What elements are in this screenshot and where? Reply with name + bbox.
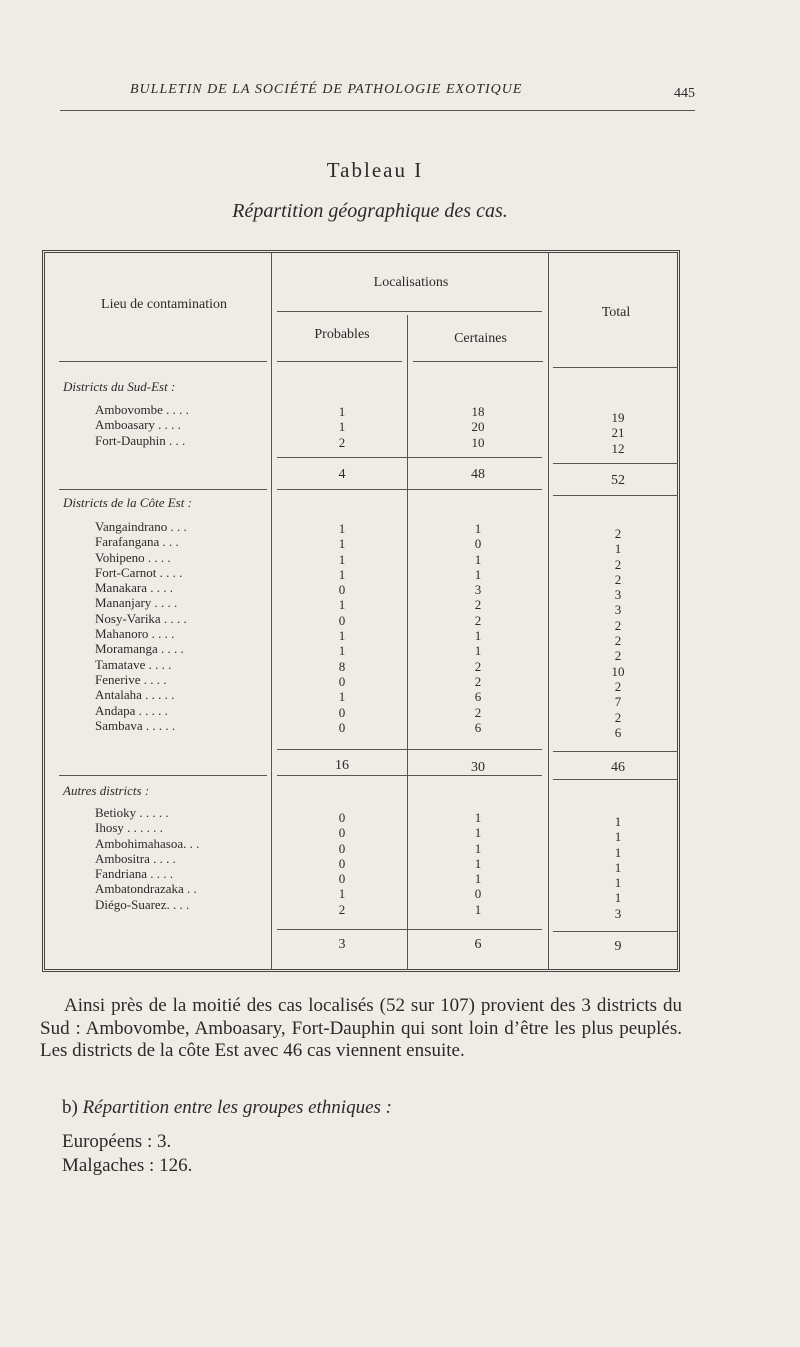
probables-value: 1 (338, 551, 346, 567)
certaines-value: 1 (474, 825, 482, 841)
total-value: 3 (614, 587, 622, 603)
subtotal-probables: 3 (338, 937, 346, 952)
certaines-value: 2 (474, 612, 482, 628)
total-value: 2 (614, 617, 622, 633)
certaines-value: 1 (474, 566, 482, 582)
certaines-value: 1 (474, 855, 482, 871)
probables-value: 0 (338, 704, 346, 720)
total-value: 2 (614, 648, 622, 664)
europeens-line: Européens : 3. (62, 1131, 172, 1152)
district-name: Manakara . . . . (95, 580, 173, 596)
column-rule (271, 253, 272, 969)
certaines-value: 1 (474, 840, 482, 856)
district-name: Ambohimahasoa. . . (95, 835, 200, 851)
subtotal-rule (553, 751, 678, 752)
total-value: 12 (611, 440, 625, 456)
district-name: Betioky . . . . . (95, 805, 169, 820)
probables-value: 1 (338, 404, 346, 419)
district-name: Diégo-Suarez. . . . (95, 896, 190, 912)
probables-value: 1 (338, 521, 346, 536)
district-name: Tamatave . . . . (95, 656, 172, 672)
section-rule (59, 489, 267, 490)
subtotal-rule (277, 929, 542, 930)
section-2-certaines (458, 521, 498, 735)
certaines-value: 1 (474, 521, 482, 536)
section-1-certaines (458, 404, 498, 450)
section-3-probables (322, 810, 362, 917)
total-value: 2 (614, 571, 622, 587)
subtotal-certaines: 30 (471, 760, 485, 775)
probables-value: 1 (338, 628, 346, 644)
section-rule (277, 775, 542, 776)
district-name: Vohipeno . . . . (95, 549, 171, 565)
probables-value: 0 (338, 855, 346, 871)
district-name: Nosy-Varika . . . . (95, 610, 187, 626)
body-paragraph (40, 995, 682, 1063)
column-header-total: Total (601, 305, 631, 320)
probables-value: 1 (338, 419, 346, 435)
probables-value: 0 (338, 840, 346, 856)
district-name: Antalaha . . . . . (95, 687, 175, 703)
certaines-value: 1 (474, 871, 482, 887)
probables-value: 1 (338, 643, 346, 659)
subtotal-probables: 4 (338, 467, 346, 482)
total-value: 1 (614, 859, 622, 875)
subtotal-rule (277, 457, 542, 458)
probables-value: 2 (338, 434, 346, 450)
section-title: Districts de la Côte Est : (63, 495, 192, 510)
total-value: 6 (614, 724, 622, 740)
column-header-localisations: Localisations (373, 275, 449, 290)
header-rule (277, 361, 402, 362)
total-value: 2 (614, 556, 622, 572)
total-value: 1 (614, 844, 622, 860)
certaines-value: 6 (474, 689, 482, 705)
section-3-names (95, 805, 199, 912)
section-rule (553, 779, 678, 780)
district-name: Andapa . . . . . (95, 702, 168, 718)
certaines-value: 6 (474, 719, 482, 735)
section-b-title: Répartition entre les groupes ethniques : (82, 1097, 392, 1118)
total-value: 1 (614, 890, 622, 906)
running-header (60, 80, 695, 111)
certaines-value: 1 (474, 628, 482, 644)
section-1-total (598, 410, 638, 456)
district-name: Moramanga . . . . (95, 641, 184, 657)
section-1-names (95, 402, 189, 448)
journal-title: BULLETIN DE LA SOCIÉTÉ DE PATHOLOGIE EXOTIQUE (130, 82, 523, 97)
total-value: 1 (614, 814, 622, 829)
certaines-value: 20 (471, 419, 485, 435)
column-header-place: Lieu de contamination (101, 297, 227, 312)
probables-value: 1 (338, 536, 346, 552)
malgaches-line: Malgaches : 126. (62, 1155, 193, 1176)
subtotal-rule (553, 463, 678, 464)
probables-value: 1 (338, 566, 346, 582)
section-b-heading (62, 1097, 392, 1119)
district-name: Ambatondrazaka . . (95, 881, 197, 897)
certaines-value: 1 (474, 810, 482, 825)
subtotal-probables: 16 (335, 758, 349, 773)
subtotal-certaines: 6 (474, 937, 482, 952)
section-rule (59, 775, 267, 776)
probables-value: 1 (338, 886, 346, 902)
section-rule (277, 489, 542, 490)
total-value: 21 (611, 425, 625, 441)
total-value: 1 (614, 541, 622, 557)
probables-value: 8 (338, 658, 346, 674)
district-name: Sambava . . . . . (95, 717, 176, 733)
column-rule (407, 315, 408, 969)
certaines-value: 2 (474, 704, 482, 720)
certaines-value: 18 (471, 404, 485, 419)
section-3-total (598, 814, 638, 921)
section-b-label: b) (62, 1097, 78, 1118)
probables-value: 0 (338, 719, 346, 735)
subtotal-total: 46 (611, 760, 625, 775)
header-rule (553, 367, 678, 368)
header-rule (277, 311, 542, 312)
distribution-table (42, 250, 680, 972)
certaines-value: 2 (474, 658, 482, 674)
total-value: 2 (614, 633, 622, 649)
district-name: Fort-Carnot . . . . (95, 564, 183, 580)
header-rule (413, 361, 543, 362)
total-value: 2 (614, 678, 622, 694)
probables-value: 1 (338, 689, 346, 705)
column-header-certaines: Certaines (454, 331, 507, 346)
certaines-value: 3 (474, 582, 482, 598)
district-name: Fenerive . . . . (95, 671, 167, 687)
total-value: 3 (614, 602, 622, 618)
section-rule (553, 495, 678, 496)
subtotal-total: 9 (614, 939, 622, 954)
certaines-value: 2 (474, 673, 482, 689)
probables-value: 0 (338, 810, 346, 825)
subtotal-rule (553, 931, 678, 932)
section-2-probables (322, 521, 362, 735)
district-name: Fandriana . . . . (95, 866, 173, 882)
district-name: Mahanoro . . . . (95, 626, 175, 642)
total-value: 2 (614, 526, 622, 541)
district-name: Fort-Dauphin . . . (95, 432, 186, 448)
subtotal-rule (277, 749, 542, 750)
paragraph-text: Ainsi près de la moitié des cas localisés (52 sur 107) provient des 3 districts du Sud : Ambovombe, Amboasary, Fort-Dauphin qui sont loin d’être les plus peuplés. Les districts de la côte Est avec 46 cas viennent ensuite. (40, 995, 682, 1061)
header-rule (59, 361, 267, 362)
total-value: 1 (614, 875, 622, 891)
district-name: Ihosy . . . . . . (95, 820, 163, 836)
total-value: 7 (614, 694, 622, 710)
column-rule (548, 253, 549, 969)
certaines-value: 0 (474, 886, 482, 902)
certaines-value: 1 (474, 643, 482, 659)
page-number: 445 (674, 86, 695, 101)
table-subtitle: Répartition géographique des cas. (232, 200, 508, 222)
total-value: 3 (614, 905, 622, 921)
subtotal-total: 52 (611, 473, 625, 488)
district-name: Mananjary . . . . (95, 595, 178, 611)
certaines-value: 1 (474, 901, 482, 917)
probables-value: 0 (338, 871, 346, 887)
total-value: 19 (611, 410, 625, 425)
subtotal-certaines: 48 (471, 467, 485, 482)
district-name: Farafangana . . . (95, 534, 179, 550)
table-title: Tableau I (326, 158, 424, 182)
probables-value: 1 (338, 597, 346, 613)
certaines-value: 1 (474, 551, 482, 567)
section-title: Districts du Sud-Est : (63, 379, 176, 394)
total-value: 1 (614, 829, 622, 845)
certaines-value: 0 (474, 536, 482, 552)
section-1-probables (322, 404, 362, 450)
district-name: Vangaindrano . . . (95, 519, 187, 534)
total-value: 2 (614, 709, 622, 725)
probables-value: 0 (338, 612, 346, 628)
district-name: Ambositra . . . . (95, 850, 176, 866)
certaines-value: 10 (471, 434, 485, 450)
probables-value: 0 (338, 825, 346, 841)
section-title: Autres districts : (63, 783, 150, 798)
probables-value: 0 (338, 673, 346, 689)
section-2-names (95, 519, 187, 733)
certaines-value: 2 (474, 597, 482, 613)
column-header-probables: Probables (314, 327, 370, 342)
district-name: Amboasary . . . . (95, 417, 181, 433)
section-3-certaines (458, 810, 498, 917)
probables-value: 2 (338, 901, 346, 917)
total-value: 10 (611, 663, 625, 679)
section-2-total (598, 526, 638, 740)
district-name: Ambovombe . . . . (95, 402, 189, 417)
probables-value: 0 (338, 582, 346, 598)
